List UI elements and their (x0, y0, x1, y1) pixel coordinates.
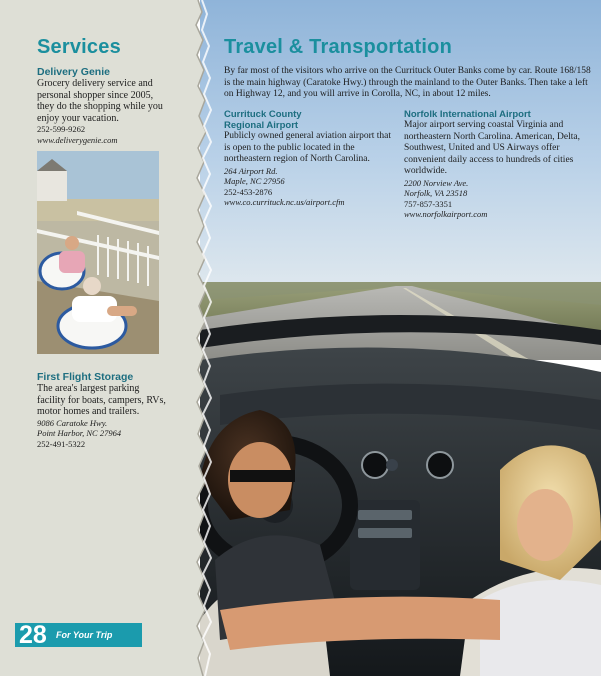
page-footer-tab (15, 623, 142, 647)
convertible-road-photo (200, 0, 601, 676)
norfolk-phone: 757-857-3351 (404, 198, 453, 209)
norfolk-address-line1: 2200 Norview Ave. (404, 177, 469, 188)
services-heading: Services (37, 36, 121, 58)
travel-intro: By far most of the visitors who arrive on the Currituck Outer Banks come by car. Route 168/158 is the main highway (Caratoke Hwy.) through the mainland to the Outer Banks. Then take a left on Highway 12, and you will arrive in Corolla, NC, in about 12 miles. (224, 66, 591, 99)
footer-label: For Your Trip (56, 630, 113, 640)
currituck-name-line2: Regional Airport (224, 120, 299, 131)
storage-address-line2: Point Harbor, NC 27964 (37, 428, 122, 438)
travel-heading: Travel & Transportation (224, 36, 452, 58)
storage-address-line1: 9086 Caratoke Hwy. (37, 417, 108, 428)
storage-description: The area's largest parking facility for boats, campers, RVs, motor homes and trailers. (37, 383, 166, 417)
road-trip-scene (200, 0, 601, 676)
torn-paper-edge (176, 0, 216, 676)
currituck-website[interactable]: www.co.currituck.nc.us/airport.cfm (224, 197, 345, 207)
page-number: 28 (19, 621, 47, 649)
currituck-name-line1: Currituck County (224, 109, 302, 120)
delivery-genie-phone: 252-599-9262 (37, 124, 86, 134)
delivery-genie-description: Grocery delivery service and personal shopper since 2005, they do the shopping while you enjoy your vacation. (37, 78, 163, 124)
delivery-genie-website[interactable]: www.deliverygenie.com (37, 134, 118, 145)
norfolk-name: Norfolk International Airport (404, 109, 531, 120)
norfolk-description: Major airport serving coastal Virginia and northeastern North Carolina. American, Delta, Southwest, United and US Airways offer convenient daily access to hundreds of cities worldwide. (404, 120, 580, 176)
currituck-airport-listing (224, 109, 394, 208)
norfolk-address-line2: Norfolk, VA 23518 (404, 188, 468, 198)
delivery-genie-listing (37, 66, 167, 145)
norfolk-website[interactable]: www.norfolkairport.com (404, 209, 488, 219)
currituck-description: Publicly owned general aviation airport that is open to the public located in the northeastern region of North Carolina. (224, 131, 391, 164)
storage-title: First Flight Storage (37, 371, 134, 383)
currituck-phone: 252-453-2876 (224, 186, 273, 197)
norfolk-airport-listing (404, 109, 594, 220)
currituck-address-line1: 264 Airport Rd. (224, 165, 278, 176)
delivery-genie-title: Delivery Genie (37, 66, 110, 78)
storage-phone: 252-491-5322 (37, 438, 86, 449)
first-flight-storage-listing (37, 371, 167, 449)
porch-photo (37, 151, 159, 354)
currituck-address-line2: Maple, NC 27956 (224, 176, 285, 186)
services-sidebar (0, 0, 192, 676)
